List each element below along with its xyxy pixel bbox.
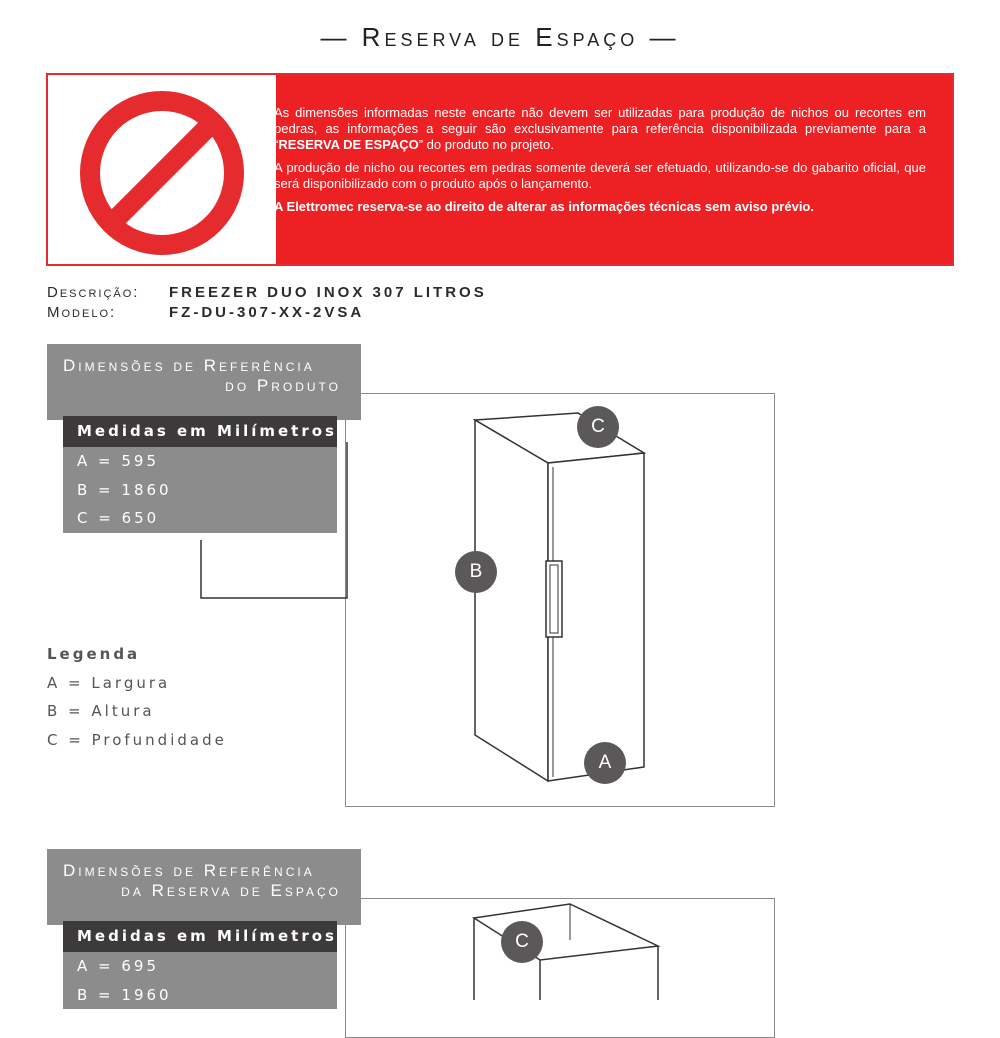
reserve-measure-row-b: B = 1960 xyxy=(77,985,172,1004)
warning-paragraph-3: A Elettromec reserva-se ao direito de alterar as informações técnicas sem aviso prévio. xyxy=(274,199,814,214)
legend-item-c: C = Profundidade xyxy=(47,730,227,749)
warning-paragraph-1: As dimensões informadas neste encarte não devem ser utilizadas para produção de nichos ou recortes em pedras, as informações a seguir são exclusivamente para referência disponibilizada previamente para a “RESERVA DE ESPAÇO” do produto no projeto. xyxy=(274,105,926,152)
warning-paragraph-2: A produção de nicho ou recortes em pedras somente deverá ser efetuado, utilizando-se do gabarito oficial, que será disponibilizado com o produto após o lançamento. xyxy=(274,160,926,191)
warning-banner xyxy=(46,73,954,266)
legend xyxy=(47,640,227,754)
warning-text xyxy=(274,105,926,222)
description-label: Descrição: xyxy=(47,284,140,301)
page-title: — Reserva de Espaço — xyxy=(320,22,680,52)
product-measures-box xyxy=(63,416,337,533)
reserve-section-title-line1: Dimensões de Referência xyxy=(63,861,315,880)
product-section-title-line2: do Produto xyxy=(225,376,341,395)
reserve-measures-box xyxy=(63,921,337,1009)
reserve-measure-row-a: A = 695 xyxy=(77,957,159,975)
reserve-section-title xyxy=(47,849,361,925)
freezer-drawing xyxy=(460,405,660,795)
measure-row-c: C = 650 xyxy=(77,509,160,527)
reserve-box-drawing xyxy=(460,900,680,1000)
prohibited-icon xyxy=(78,89,246,257)
badge-b: B xyxy=(455,551,497,593)
measures-header: Medidas em Milímetros xyxy=(63,416,337,447)
warning-icon-box xyxy=(48,75,276,264)
model-row xyxy=(47,304,364,321)
badge-a: A xyxy=(584,742,626,784)
legend-item-b: B = Altura xyxy=(47,702,155,720)
product-section-title xyxy=(47,344,361,420)
description-row xyxy=(47,284,487,301)
reserve-space-emphasis: RESERVA DE ESPAÇO xyxy=(278,137,419,152)
product-section-title-line1: Dimensões de Referência xyxy=(63,356,315,375)
badge-c: C xyxy=(577,406,619,448)
legend-title: Legenda xyxy=(47,645,141,663)
model-value: FZ-DU-307-XX-2VSA xyxy=(169,304,365,321)
legend-item-a: A = Largura xyxy=(47,673,171,692)
reserve-measures-header: Medidas em Milímetros xyxy=(63,921,337,952)
measure-row-b: B = 1860 xyxy=(77,480,172,499)
model-label: Modelo: xyxy=(47,304,117,321)
description-value: FREEZER DUO INOX 307 LITROS xyxy=(169,284,487,301)
reserve-section-title-line2: da Reserva de Espaço xyxy=(121,881,341,900)
reserve-badge-c: C xyxy=(501,921,543,963)
measure-row-a: A = 595 xyxy=(77,452,159,470)
